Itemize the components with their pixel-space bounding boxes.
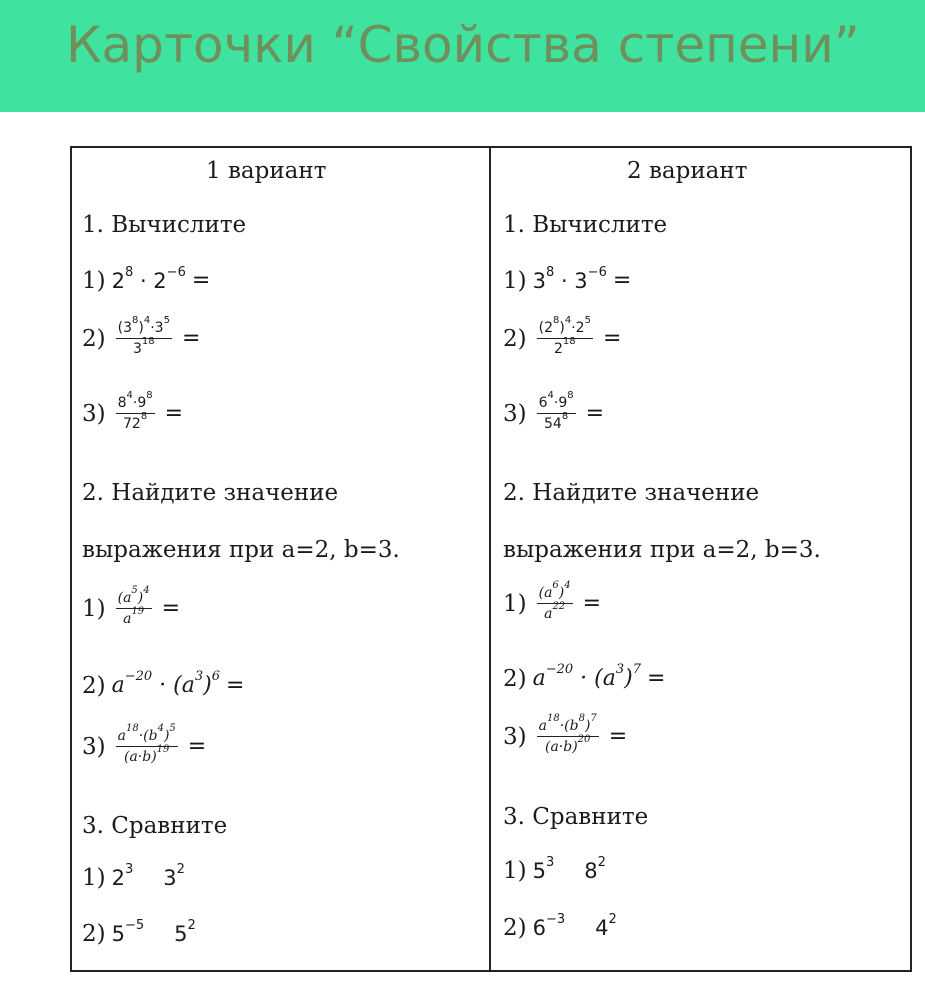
exponent: −3 <box>545 912 566 927</box>
item-number: 2) <box>82 673 106 699</box>
item-number: 2) <box>82 325 106 352</box>
exponent: 4 <box>547 390 554 402</box>
item-number: 1) <box>82 865 106 891</box>
term: ·(b <box>138 728 158 744</box>
equals-sign: = <box>602 325 622 351</box>
fraction-bar <box>116 413 155 414</box>
exponent: 8 <box>578 713 585 725</box>
exponent: 8 <box>545 265 555 280</box>
exponent: −20 <box>545 661 574 677</box>
fraction <box>537 713 599 755</box>
term: 72 <box>123 416 141 432</box>
variant-1-task-2-3 <box>82 723 207 765</box>
variant-2-task-3-1 <box>503 857 606 885</box>
exponent: 7 <box>632 661 642 677</box>
exponent: 4 <box>157 723 164 735</box>
exponent: −6 <box>587 265 607 280</box>
variant-1-section-2-title: 2. Найдите значение <box>82 480 339 506</box>
exponent: 8 <box>131 315 139 327</box>
term: ) <box>138 320 144 336</box>
variant-2-task-2-2 <box>503 661 666 693</box>
term: ·9 <box>132 395 147 411</box>
term: ) <box>137 590 144 606</box>
exponent: 19 <box>131 606 145 618</box>
exponent: 6 <box>211 668 221 684</box>
title-banner <box>0 0 925 112</box>
exponent: 8 <box>124 265 134 280</box>
variant-1-task-1-2 <box>82 315 201 357</box>
equals-sign: = <box>647 666 666 691</box>
variant-2-task-1-2 <box>503 315 622 357</box>
equals-sign: = <box>608 723 628 749</box>
item-number: 3) <box>503 400 527 427</box>
term: (a <box>117 590 132 606</box>
expression <box>584 857 606 885</box>
variant-1-task-1-3 <box>82 390 184 432</box>
term: 3 <box>132 341 142 357</box>
term: ) <box>559 320 565 336</box>
fraction <box>537 580 573 622</box>
exponent: 4 <box>564 315 572 327</box>
base: 3 <box>163 866 177 890</box>
exponent: 3 <box>194 668 204 684</box>
term: (a·b) <box>123 749 157 765</box>
fraction <box>537 390 576 432</box>
numerator <box>537 390 576 411</box>
base: 2 <box>111 866 125 890</box>
item-number: 1) <box>503 268 527 294</box>
base: 5 <box>532 859 546 883</box>
term: a <box>111 673 125 698</box>
expression <box>533 857 555 885</box>
exponent: 22 <box>552 601 566 613</box>
term: 54 <box>544 416 562 432</box>
exponent: 8 <box>552 315 560 327</box>
exponent: 3 <box>124 862 134 877</box>
exponent: 18 <box>141 336 155 348</box>
exponent: 7 <box>590 713 597 725</box>
term: ) <box>558 585 565 601</box>
exponent: 2 <box>597 855 606 870</box>
term: ·(b <box>559 718 579 734</box>
denominator <box>542 411 570 432</box>
dot: · <box>554 269 575 293</box>
expression <box>112 920 145 948</box>
expression <box>532 661 642 693</box>
term: (a·b) <box>544 739 578 755</box>
exponent: 5 <box>584 315 591 327</box>
variant-1-header: 1 вариант <box>206 158 327 184</box>
variant-2-task-1-1 <box>503 267 631 295</box>
expression <box>112 864 134 892</box>
item-number: 2) <box>503 915 527 941</box>
numerator <box>116 315 172 336</box>
denominator <box>131 336 157 357</box>
equals-sign: = <box>191 268 211 293</box>
denominator <box>121 606 146 627</box>
numerator <box>116 585 152 606</box>
term: a <box>123 611 132 627</box>
term: · (a <box>152 673 195 698</box>
item-number: 2) <box>503 666 527 692</box>
item-number: 3) <box>82 733 106 760</box>
variant-2-section-2-condition: выражения при a=2, b=3. <box>503 537 821 563</box>
expression <box>533 914 566 942</box>
denominator <box>552 336 578 357</box>
item-number: 3) <box>503 723 527 750</box>
term: a <box>532 666 546 691</box>
fraction-bar <box>537 413 576 414</box>
expression <box>163 864 185 892</box>
equals-sign: = <box>181 325 201 351</box>
item-number: 2) <box>503 325 527 352</box>
term: 2 <box>553 341 563 357</box>
term: ·9 <box>553 395 568 411</box>
base: 5 <box>111 922 125 946</box>
term: ) <box>584 718 591 734</box>
exponent: 5 <box>163 315 170 327</box>
exponent: 20 <box>577 734 591 746</box>
base: 2 <box>111 269 125 293</box>
equals-sign: = <box>612 268 632 293</box>
exponent: 3 <box>615 661 625 677</box>
numerator <box>116 390 155 411</box>
item-number: 3) <box>82 400 106 427</box>
item-number: 1) <box>82 595 106 622</box>
exponent: 2 <box>187 918 196 933</box>
numerator <box>116 723 178 744</box>
equals-sign: = <box>585 400 605 426</box>
exponent: 4 <box>564 580 571 592</box>
exponent: 6 <box>552 580 559 592</box>
fraction <box>116 390 155 432</box>
variant-2-task-1-3 <box>503 390 605 432</box>
equals-sign: = <box>582 590 602 616</box>
base: 3 <box>574 269 588 293</box>
term: (3 <box>117 320 132 336</box>
base: 8 <box>584 859 598 883</box>
variant-2-section-3-title: 3. Сравните <box>503 804 649 830</box>
term: 6 <box>538 395 548 411</box>
fraction <box>537 315 593 357</box>
base: 6 <box>532 916 546 940</box>
term: a <box>538 718 547 734</box>
expression <box>595 914 617 942</box>
exponent: 2 <box>608 912 617 927</box>
numerator <box>537 315 593 336</box>
exponent: 18 <box>546 713 560 725</box>
base: 5 <box>174 922 188 946</box>
term: ·2 <box>571 320 585 336</box>
term: · (a <box>573 666 616 691</box>
variant-2-section-1-title: 1. Вычислите <box>503 212 668 238</box>
term: ·3 <box>150 320 164 336</box>
variant-2-task-2-1 <box>503 580 602 622</box>
fraction <box>116 723 178 765</box>
item-number: 1) <box>82 268 106 294</box>
term: (2 <box>538 320 553 336</box>
expression <box>533 267 607 295</box>
equals-sign: = <box>226 673 245 698</box>
expression <box>112 267 186 295</box>
page-title: Карточки “Свойства степени” <box>66 16 860 74</box>
variant-1-task-3-2 <box>82 920 196 948</box>
exponent: 19 <box>156 744 170 756</box>
exponent: 8 <box>140 411 148 423</box>
variant-2-task-2-3 <box>503 713 628 755</box>
equals-sign: = <box>164 400 184 426</box>
denominator <box>542 601 567 622</box>
variant-1-task-2-2 <box>82 668 245 700</box>
exponent: 3 <box>545 855 555 870</box>
exponent: −5 <box>124 918 145 933</box>
term: a <box>117 728 126 744</box>
variant-1-task-1-1 <box>82 267 210 295</box>
expression <box>174 920 196 948</box>
denominator <box>121 411 149 432</box>
base: 4 <box>595 916 609 940</box>
exponent: 8 <box>561 411 569 423</box>
term: a <box>544 606 553 622</box>
variant-1-section-3-title: 3. Сравните <box>82 813 228 839</box>
exponent: 5 <box>169 723 176 735</box>
column-divider <box>489 146 491 972</box>
exponent: 18 <box>125 723 139 735</box>
exponent: −6 <box>166 265 186 280</box>
exponent: −20 <box>124 668 153 684</box>
exponent: 2 <box>176 862 185 877</box>
exponent: 8 <box>146 390 153 402</box>
variant-2-header: 2 вариант <box>627 158 748 184</box>
base: 2 <box>153 269 167 293</box>
fraction <box>116 585 152 627</box>
numerator <box>537 713 599 734</box>
item-number: 1) <box>503 590 527 617</box>
fraction <box>116 315 172 357</box>
item-number: 2) <box>82 921 106 947</box>
variant-1-task-2-1 <box>82 585 181 627</box>
term: (a <box>538 585 553 601</box>
dot: · <box>133 269 154 293</box>
denominator <box>122 744 171 765</box>
expression <box>111 668 221 700</box>
variant-2-section-2-title: 2. Найдите значение <box>503 480 760 506</box>
exponent: 8 <box>567 390 574 402</box>
variant-1-task-3-1 <box>82 864 185 892</box>
numerator <box>537 580 573 601</box>
exponent: 18 <box>562 336 576 348</box>
variant-2-task-3-2 <box>503 914 617 942</box>
exponent: 4 <box>126 390 133 402</box>
exponent: 4 <box>143 585 150 597</box>
equals-sign: = <box>161 595 181 621</box>
term: ) <box>624 666 633 691</box>
term: ) <box>163 728 170 744</box>
exponent: 5 <box>131 585 138 597</box>
denominator <box>543 734 592 755</box>
term: 8 <box>117 395 127 411</box>
variant-1-section-2-condition: выражения при a=2, b=3. <box>82 537 400 563</box>
base: 3 <box>532 269 546 293</box>
item-number: 1) <box>503 858 527 884</box>
variant-1-section-1-title: 1. Вычислите <box>82 212 247 238</box>
term: ) <box>203 673 212 698</box>
equals-sign: = <box>187 733 207 759</box>
exponent: 4 <box>143 315 151 327</box>
